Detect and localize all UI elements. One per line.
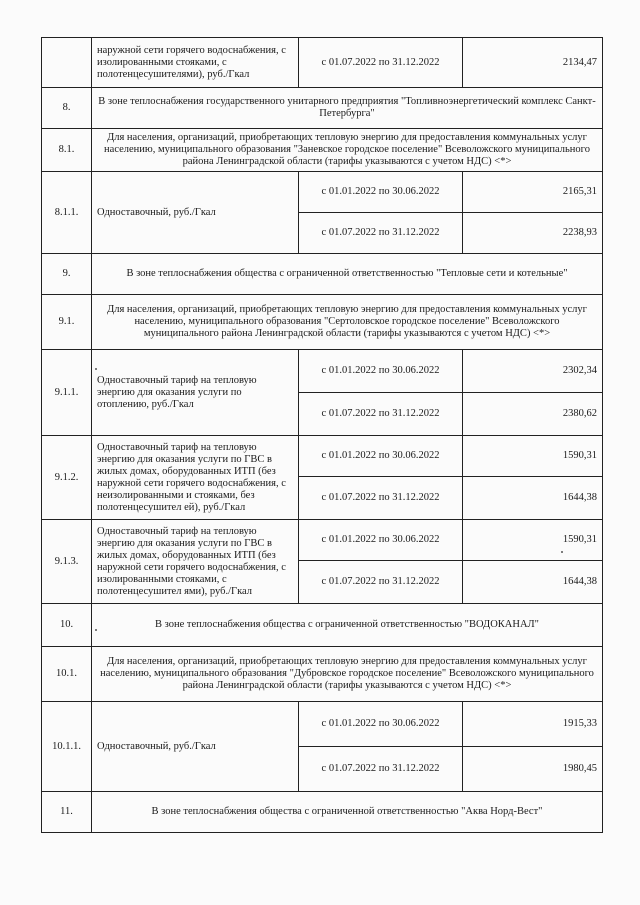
subsection-heading: Для населения, организаций, приобретающих тепловую энергию для предоставления коммунальных услуг населению, муниципального образования "Дубровское городское поселение" Всеволожского муниципального района Ленинградской области (тарифы указываются с учетом НДС) <*> <box>92 647 603 702</box>
subsection-row <box>42 295 603 350</box>
row-number: 10.1.1. <box>42 702 92 792</box>
tariff-period: с 01.07.2022 по 31.12.2022 <box>299 393 463 436</box>
tariff-value: 2238,93 <box>463 213 603 254</box>
table-row <box>42 702 603 747</box>
tariff-value: 1590,31 <box>463 520 603 561</box>
row-number: 9.1.3. <box>42 520 92 604</box>
section-row <box>42 792 603 833</box>
row-number: 9.1.1. <box>42 350 92 436</box>
subsection-row <box>42 647 603 702</box>
tariff-description: Одноставочный тариф на тепловую энергию для оказания услуги по отоплению, руб./Гкал <box>92 350 299 436</box>
subsection-row <box>42 129 603 172</box>
tariff-period: с 01.07.2022 по 31.12.2022 <box>299 38 463 88</box>
row-number: 9.1. <box>42 295 92 350</box>
tariff-table <box>41 37 603 833</box>
tariff-period: с 01.01.2022 по 30.06.2022 <box>299 436 463 477</box>
subsection-heading: Для населения, организаций, приобретающих тепловую энергию для предоставления коммунальных услуг населению, муниципального образования "Заневское городское поселение" Всеволожского муниципального района Ленинградской области (тарифы указываются с учетом НДС) <*> <box>92 129 603 172</box>
tariff-value: 2165,31 <box>463 172 603 213</box>
tariff-value: 2302,34 <box>463 350 603 393</box>
row-number: 9.1.2. <box>42 436 92 520</box>
section-row <box>42 88 603 129</box>
row-number <box>42 38 92 88</box>
tariff-description: Одноставочный тариф на тепловую энергию для оказания услуги по ГВС в жилых домах, оборудованных ИТП (без наружной сети горячего водоснабжения, с неизолированными и стояками, без полотенцесушител ей), руб./Гкал <box>92 436 299 520</box>
tariff-value: 1590,31 <box>463 436 603 477</box>
tariff-value: 1915,33 <box>463 702 603 747</box>
tariff-period: с 01.01.2022 по 30.06.2022 <box>299 172 463 213</box>
tariff-value: 1644,38 <box>463 561 603 604</box>
tariff-period: с 01.07.2022 по 31.12.2022 <box>299 213 463 254</box>
section-heading: В зоне теплоснабжения государственного унитарного предприятия "Топливноэнергетический комплекс Санкт-Петербурга" <box>92 88 603 129</box>
table-row <box>42 520 603 561</box>
scan-speck <box>95 629 97 631</box>
table-row <box>42 436 603 477</box>
row-number: 8.1. <box>42 129 92 172</box>
tariff-value: 2380,62 <box>463 393 603 436</box>
row-number: 11. <box>42 792 92 833</box>
table-row <box>42 172 603 213</box>
tariff-value: 2134,47 <box>463 38 603 88</box>
subsection-heading: Для населения, организаций, приобретающих тепловую энергию для предоставления коммунальных услуг населению, муниципального образования "Сертоловское городское поселение" Всеволожского муниципального района Ленинградской области (тарифы указываются с учетом НДС) <*> <box>92 295 603 350</box>
section-heading: В зоне теплоснабжения общества с ограниченной ответственностью "Аква Норд-Вест" <box>92 792 603 833</box>
row-number: 8.1.1. <box>42 172 92 254</box>
row-number: 9. <box>42 254 92 295</box>
tariff-description: Одноставочный, руб./Гкал <box>92 702 299 792</box>
tariff-description: наружной сети горячего водоснабжения, с изолированными стояками, с полотенцесушителями), руб./Гкал <box>92 38 299 88</box>
tariff-value: 1980,45 <box>463 747 603 792</box>
row-number: 8. <box>42 88 92 129</box>
row-number: 10.1. <box>42 647 92 702</box>
section-row <box>42 604 603 647</box>
section-heading: В зоне теплоснабжения общества с ограниченной ответственностью "Тепловые сети и котельные" <box>92 254 603 295</box>
tariff-period: с 01.07.2022 по 31.12.2022 <box>299 477 463 520</box>
table-row <box>42 38 603 88</box>
table-row <box>42 350 603 393</box>
row-number: 10. <box>42 604 92 647</box>
tariff-period: с 01.07.2022 по 31.12.2022 <box>299 561 463 604</box>
tariff-period: с 01.01.2022 по 30.06.2022 <box>299 520 463 561</box>
tariff-description: Одноставочный, руб./Гкал <box>92 172 299 254</box>
section-heading: В зоне теплоснабжения общества с ограниченной ответственностью "ВОДОКАНАЛ" <box>92 604 603 647</box>
tariff-period: с 01.01.2022 по 30.06.2022 <box>299 350 463 393</box>
tariff-description: Одноставочный тариф на тепловую энергию для оказания услуги по ГВС в жилых домах, оборудованных ИТП (без наружной сети горячего водоснабжения, с изолированными стояками, с полотенцесушител ями), руб./Гкал <box>92 520 299 604</box>
tariff-period: с 01.01.2022 по 30.06.2022 <box>299 702 463 747</box>
tariff-period: с 01.07.2022 по 31.12.2022 <box>299 747 463 792</box>
scan-speck <box>95 368 97 370</box>
section-row <box>42 254 603 295</box>
scan-speck <box>561 551 563 553</box>
tariff-value: 1644,38 <box>463 477 603 520</box>
